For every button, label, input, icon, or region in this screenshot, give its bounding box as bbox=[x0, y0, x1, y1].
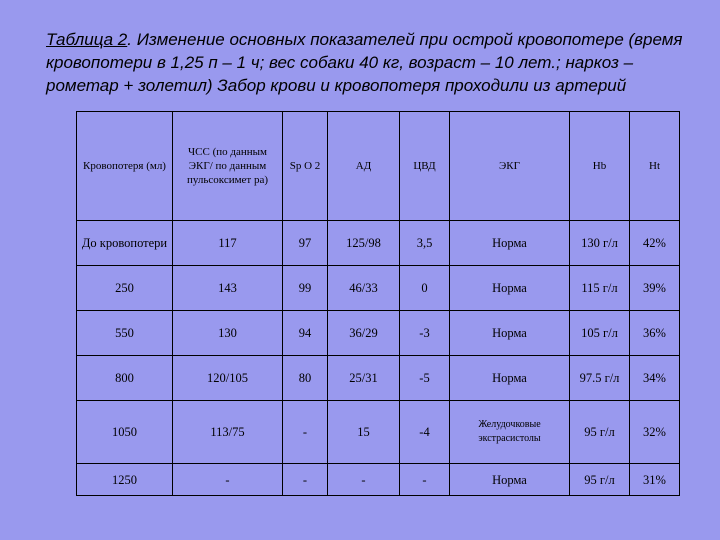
cell-blood-loss: 550 bbox=[77, 311, 173, 356]
cell-hr: 143 bbox=[173, 266, 283, 311]
cell-bp: 46/33 bbox=[328, 266, 400, 311]
header-row bbox=[77, 112, 680, 221]
cell-ecg: Желудочковые экстрасистолы bbox=[450, 401, 570, 464]
cell-blood-loss: 1050 bbox=[77, 401, 173, 464]
cell-ecg: Норма bbox=[450, 311, 570, 356]
cell-cvp: -4 bbox=[400, 401, 450, 464]
cell-bp: 25/31 bbox=[328, 356, 400, 401]
header-ht: Ht bbox=[630, 112, 680, 221]
table-row bbox=[77, 464, 680, 496]
cell-blood-loss: 800 bbox=[77, 356, 173, 401]
cell-spo2: 99 bbox=[283, 266, 328, 311]
cell-cvp: 0 bbox=[400, 266, 450, 311]
cell-spo2: 80 bbox=[283, 356, 328, 401]
header-hr: ЧСС (по данным ЭКГ/ по данным пульсоксимет ра) bbox=[173, 112, 283, 221]
cell-blood-loss: 250 bbox=[77, 266, 173, 311]
table-row bbox=[77, 266, 680, 311]
cell-hb: 95 г/л bbox=[570, 464, 630, 496]
table-caption bbox=[46, 28, 706, 97]
cell-hb: 130 г/л bbox=[570, 221, 630, 266]
cell-ecg: Норма bbox=[450, 221, 570, 266]
cell-bp: 36/29 bbox=[328, 311, 400, 356]
cell-hr: - bbox=[173, 464, 283, 496]
table-row bbox=[77, 311, 680, 356]
header-spo2: Sp O 2 bbox=[283, 112, 328, 221]
cell-bp: 15 bbox=[328, 401, 400, 464]
header-blood-loss: Кровопотеря (мл) bbox=[77, 112, 173, 221]
cell-bp: 125/98 bbox=[328, 221, 400, 266]
data-table bbox=[76, 111, 680, 496]
header-cvp: ЦВД bbox=[400, 112, 450, 221]
cell-hb: 115 г/л bbox=[570, 266, 630, 311]
cell-ecg: Норма bbox=[450, 266, 570, 311]
cell-ecg: Норма bbox=[450, 464, 570, 496]
table-row bbox=[77, 221, 680, 266]
cell-ht: 34% bbox=[630, 356, 680, 401]
cell-hr: 130 bbox=[173, 311, 283, 356]
cell-hr: 120/105 bbox=[173, 356, 283, 401]
cell-cvp: - bbox=[400, 464, 450, 496]
table-row bbox=[77, 356, 680, 401]
cell-ht: 42% bbox=[630, 221, 680, 266]
header-hb: Hb bbox=[570, 112, 630, 221]
cell-ht: 32% bbox=[630, 401, 680, 464]
cell-spo2: - bbox=[283, 464, 328, 496]
cell-hb: 97.5 г/л bbox=[570, 356, 630, 401]
cell-cvp: -3 bbox=[400, 311, 450, 356]
cell-spo2: - bbox=[283, 401, 328, 464]
cell-blood-loss: 1250 bbox=[77, 464, 173, 496]
cell-ht: 31% bbox=[630, 464, 680, 496]
table-row bbox=[77, 401, 680, 464]
cell-cvp: 3,5 bbox=[400, 221, 450, 266]
cell-hr: 117 bbox=[173, 221, 283, 266]
cell-cvp: -5 bbox=[400, 356, 450, 401]
header-ecg: ЭКГ bbox=[450, 112, 570, 221]
caption-label: Таблица 2 bbox=[46, 30, 128, 49]
caption-text: . Изменение основных показателей при острой кровопотере (время кровопотери в 1,25 п – 1 ч; вес собаки 40 кг, возраст – 10 лет.; наркоз – рометар + золетил) Забор крови и кровопотеря проходили из артерий bbox=[46, 30, 683, 95]
cell-hb: 105 г/л bbox=[570, 311, 630, 356]
cell-spo2: 94 bbox=[283, 311, 328, 356]
cell-blood-loss: До кровопотери bbox=[77, 221, 173, 266]
cell-ht: 39% bbox=[630, 266, 680, 311]
cell-spo2: 97 bbox=[283, 221, 328, 266]
header-bp: АД bbox=[328, 112, 400, 221]
cell-hr: 113/75 bbox=[173, 401, 283, 464]
cell-bp: - bbox=[328, 464, 400, 496]
cell-ecg: Норма bbox=[450, 356, 570, 401]
cell-hb: 95 г/л bbox=[570, 401, 630, 464]
cell-ht: 36% bbox=[630, 311, 680, 356]
